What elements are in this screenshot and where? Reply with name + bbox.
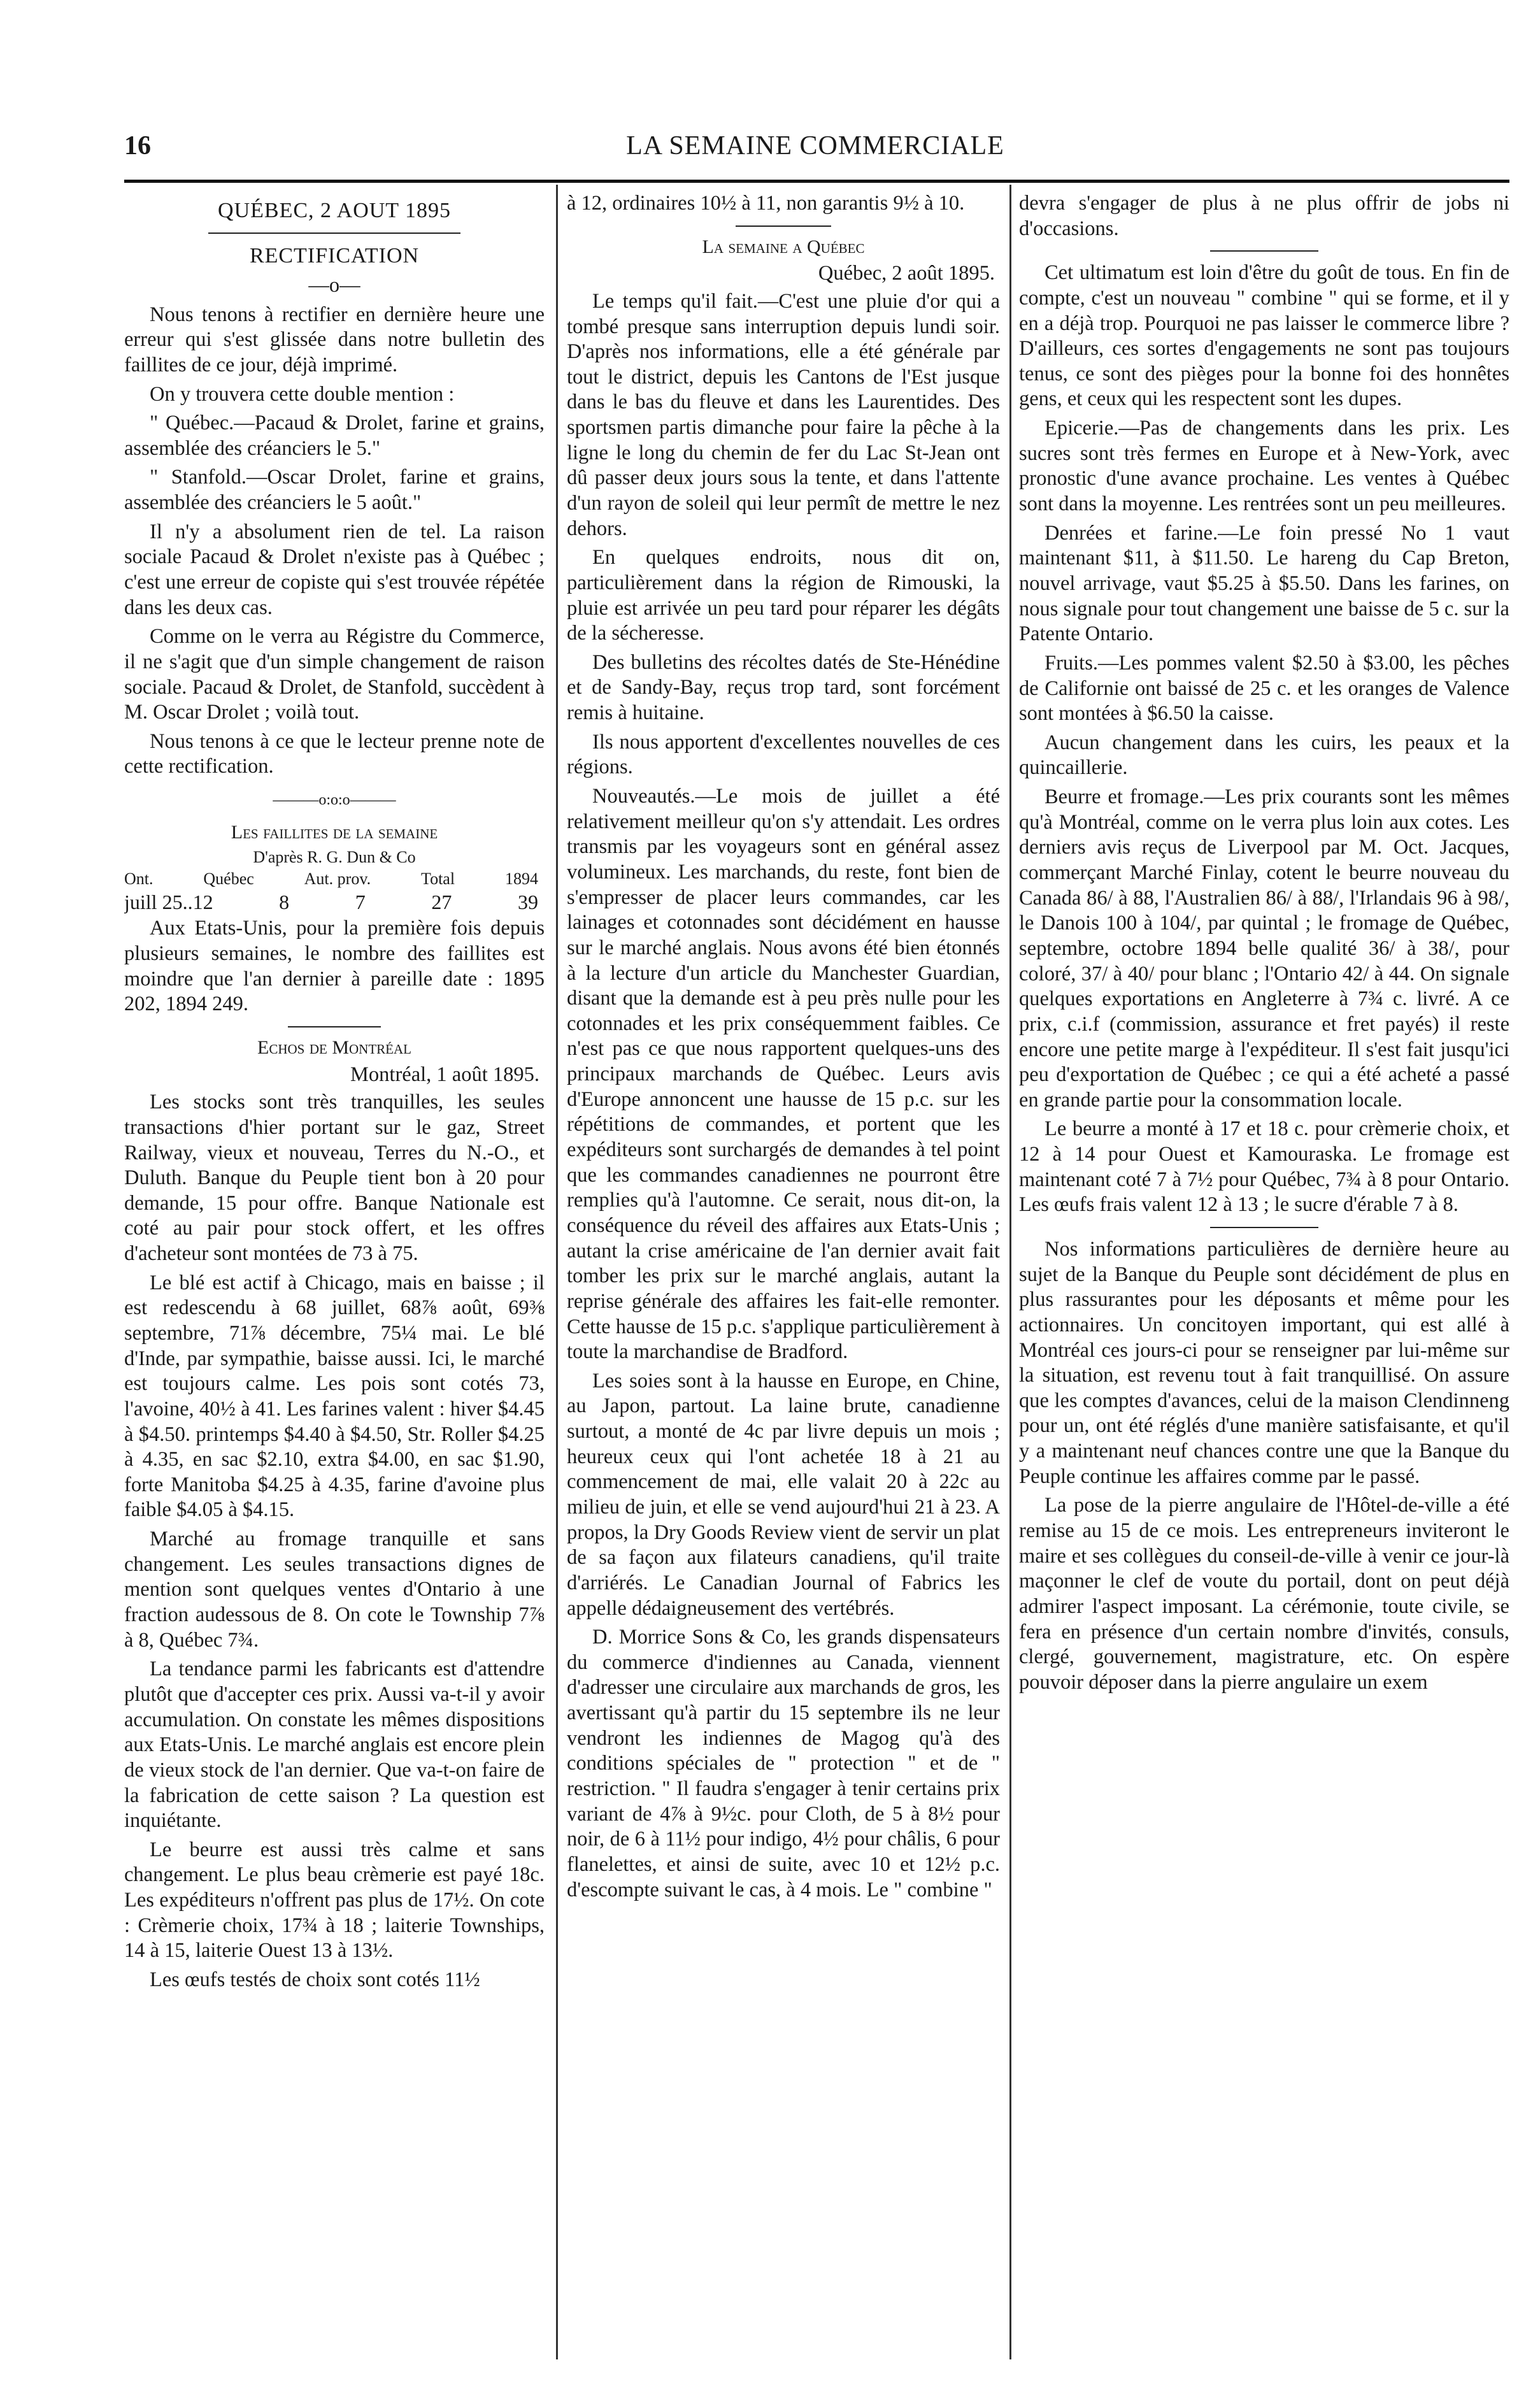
section-rule [1210, 250, 1318, 252]
section-heading: La semaine a Québec [702, 236, 865, 257]
paragraph: à 12, ordinaires 10½ à 11, non garantis 9½ à 10. [567, 192, 965, 215]
table-header-cell: Ont. [124, 869, 153, 888]
table-cell: 7 [355, 891, 366, 914]
paragraph: Les œufs testés de choix sont cotés 11½ [150, 1968, 480, 1992]
dateline: Québec, 2 août 1895. [818, 262, 995, 285]
running-header [124, 131, 1506, 169]
table-header-row [124, 869, 545, 889]
paragraph: Des bulletins des récoltes datés de Ste-Hénédine et de Sandy-Bay, reçus trop tard, sont forcément remis à huitaine. [567, 650, 1000, 725]
dateline: QUÉBEC, 2 AOUT 1895 [218, 199, 451, 222]
page-number: 16 [124, 131, 151, 161]
table-cell: 27 [431, 891, 452, 914]
paragraph: D. Morrice Sons & Co, les grands dispensateurs du commerce d'indiennes au Canada, viennent d'adresser une circulaire aux marchands de gros, les avertissant qu'à partir du 15 septembre ils ne leur vendront les indiennes de Magog qu'à des conditions spéciales de " protection " et de " restriction. " Il faudra s'engager à tenir certains prix variant de 4⅞ à 9½c. pour Cloth, de 5 à 8½ pour noir, de 6 à 11½ pour indigo, 4½ pour châlis, 6 pour flanelettes, et ainsi de suite, avec 10 et 12½ p.c. d'escompte suivant le cas, à 4 mois. Le " combine " [567, 1626, 1000, 1901]
paragraph: Beurre et fromage.—Les prix courants sont les mêmes qu'à Montréal, comme on le verra plus loin aux cotes. Les derniers avis reçus de Liverpool par M. Oct. Jacques, commerçant Marché Finlay, cotent le beurre nouveau du Canada 86/ à 88, l'Australien 86/ à 88/, l'Irlandais 96 à 98/, le Danois 100 à 104/, par quintal ; le fromage de Québec, septembre, octobre 1894 belle qualité 36/ à 38/, pour coloré, 37/ à 40/ pour blanc ; l'Ontario 42/ à 44. On signale quelques exportations en Angleterre à 7¾ c. livré. A ce prix, c.i.f (commission, assurance et fret payés) il reste encore une petite marge à l'expéditeur. Il s'est fait jusqu'ici peu d'exportation de Québec ; ce qui a été acheté a passé en grande partie pour la consommation locale. [1019, 785, 1509, 1112]
column-divider [1009, 185, 1011, 2359]
table-cell: 39 [518, 891, 538, 914]
table-header-cell: Total [421, 869, 455, 888]
section-rule [288, 1026, 380, 1027]
paragraph: Le blé est actif à Chicago, mais en baisse ; il est redescendu à 68 juillet, 68⅞ août, 69⅜ septembre, 71⅞ décembre, 75¼ mai. Le blé d'Inde, par sympathie, baisse aussi. Ici, le marché est toujours calme. Les pois sont cotés 73, l'avoine, 40½ à 41. Les farines valent : hiver $4.45 à $4.50. printemps $4.40 à $4.50, Str. Roller $4.25 à 4.35, en sac $2.10, extra $4.00, en sac $1.90, forte Manitoba $4.25 à 4.35, farine d'avoine plus faible $4.05 à $4.15. [124, 1271, 545, 1522]
paragraph: " Stanfold.—Oscar Drolet, farine et grains, assemblée des créanciers le 5 août." [124, 466, 545, 515]
paragraph: " Québec.—Pacaud & Drolet, farine et grains, assemblée des créanciers le 5." [124, 411, 545, 460]
table-cell: juill 25..12 [124, 891, 213, 914]
separator: —o— [308, 273, 360, 297]
paragraph: La pose de la pierre angulaire de l'Hôtel-de-ville a été remise au 15 de ce mois. Les entrepreneurs inviteront le maire et ses collègues du conseil-de-ville à venir ce jour-là maçonner le clef de voute du portail, dont on peut déjà admirer l'aspect imposant. La cérémonie, toute civile, se fera en présence d'un certain nombre d'invités, consuls, clergé, gouvernement, magistrature, etc. On espère pouvoir déposer dans la pierre angulaire un exem [1019, 1494, 1509, 1694]
column-2 [567, 191, 1000, 2354]
section-rule [736, 225, 831, 227]
column-1 [124, 191, 545, 2354]
section-heading: Echos de Montréal [257, 1037, 411, 1058]
paragraph: Fruits.—Les pommes valent $2.50 à $3.00, les pêches de Californie ont baissé de 25 c. et les oranges de Valence sont montées à $6.50 la caisse. [1019, 651, 1509, 726]
paragraph: Nous tenons à rectifier en dernière heure une erreur qui s'est glissée dans notre bulletin des faillites de ce jour, déjà imprimé. [124, 303, 545, 376]
paragraph: Nous tenons à ce que le lecteur prenne note de cette rectification. [124, 729, 545, 778]
paragraph: Les stocks sont très tranquilles, les seules transactions d'hier portant sur le gaz, Street Railway, vieux et nouveau, Terres du N.-O., et Duluth. Banque du Peuple tient bon à 20 pour demande, 15 pour offre. Banque Nationale est coté au pair pour stock offert, et les offres d'acheteur sont montées de 73 à 75. [124, 1091, 545, 1266]
paragraph: Le temps qu'il fait.—C'est une pluie d'or qui a tombé presque sans interruption depuis lundi soir. D'après nos informations, elle a été générale par tout le district, depuis les Cantons de l'Est jusque dans le bas du fleuve et dans les Laurentides. Des sportsmen partis dimanche pour faire la pêche à la ligne le long du chemin de fer du Lac St-Jean ont dû passer deux jours sous la tente, et dans l'attente d'un rayon de soleil qui leur permît de mettre le nez dehors. [567, 289, 1000, 540]
publication-title: LA SEMAINE COMMERCIALE [626, 131, 1004, 161]
paragraph: On y trouvera cette double mention : [150, 382, 455, 406]
dateline: Montréal, 1 août 1895. [350, 1063, 539, 1086]
table-header-cell: 1894 [504, 869, 538, 888]
table-header-cell: Québec [203, 869, 254, 888]
paragraph: Denrées et farine.—Le foin pressé No 1 vaut maintenant $11, à $11.50. Le hareng du Cap Breton, nouvel arrivage, vaut $5.25 à $5.50. Dans les farines, on nous signale pour tout changement une baisse de 5 c. sur la Patente Ontario. [1019, 521, 1509, 646]
header-rule [124, 180, 1509, 183]
paragraph: Les soies sont à la hausse en Europe, en Chine, au Japon, partout. La laine brute, canadienne surtout, a monté de 4c par livre depuis un mois ; heureux ceux qui l'ont achetée 18 à 21 au commencement de mai, elle valait 20 à 22c au milieu de juin, et elle se vend aujourd'hui 21 à 23. A propos, la Dry Goods Review vient de servir un plat de sa façon aux filateurs canadiens, qu'il traite d'arriérés. Le Canadian Journal of Fabrics les appelle dédaigneusement des vertébrés. [567, 1369, 1000, 1620]
table-row [124, 890, 545, 915]
paragraph: Ils nous apportent d'excellentes nouvelles de ces régions. [567, 730, 1000, 779]
section-heading: Les faillites de la semaine [231, 822, 438, 843]
paragraph: Aux Etats-Unis, pour la première fois depuis plusieurs semaines, le nombre des faillites est moindre que l'an dernier à pareille date : 1895 202, 1894 249. [124, 917, 545, 1016]
table-header-cell: Aut. prov. [304, 869, 371, 888]
paragraph: Il n'y a absolument rien de tel. La raison sociale Pacaud & Drolet n'existe pas à Québec ; c'est une erreur de copiste qui s'est trouvée répétée dans les deux cas. [124, 520, 545, 619]
section-rule [1210, 1227, 1318, 1228]
table-cell: 8 [279, 891, 290, 914]
paragraph: devra s'engager de plus à ne plus offrir de jobs ni d'occasions. [1019, 192, 1509, 240]
paragraph: Cet ultimatum est loin d'être du goût de tous. En fin de compte, c'est un nouveau " combine " qui se forme, et il y en a déjà trop. Pourquoi ne pas laisser le commerce libre ? D'ailleurs, ces sortes d'engagements ne sont pas toujours tenus, ce sont des pièges pour la bonne foi des honnêtes gens, et ceux qui les respectent sont les dupes. [1019, 261, 1509, 411]
section-rule [208, 233, 460, 234]
column-divider [556, 185, 558, 2359]
ornament-rule: ———o:o:o——— [273, 792, 396, 809]
section-heading: RECTIFICATION [249, 244, 420, 268]
paragraph: Aucun changement dans les cuirs, les peaux et la quincaillerie. [1019, 731, 1509, 780]
paragraph: Comme on le verra au Régistre du Commerce, il ne s'agit que d'un simple changement de raison sociale. Pacaud & Drolet, de Stanfold, succèdent à M. Oscar Drolet ; voilà tout. [124, 625, 545, 724]
paragraph: Nouveautés.—Le mois de juillet a été relativement meilleur qu'on s'y attendait. Les ordres transmis par les voyageurs sont en général assez volumineux. Les marchands, du reste, font bien de s'empresser de placer leurs commandes, car les lainages et cotonnades sont décidément en hausse sur le marché anglais. Nous avons été bien étonnés à la lecture d'un article du Manchester Guardian, disant que la demande est à peu près nulle pour les cotonnades et les prix conséquemment faibles. Ce n'est pas ce que nous rapportent quelques-uns des principaux marchands de Québec. Leurs avis d'Europe annoncent une hausse de 15 p.c. sur les répétitions de commandes, et portent que les expéditeurs sont surchargés de demandes à tel point que les commandes canadiennes ne pourront être remplies qu'à l'automne. Ce serait, nous dit-on, la conséquence du réveil des affaires aux Etats-Unis ; autant la crise américaine de l'an dernier avait fait tomber les prix sur le marché anglais, autant la reprise générale des affaires les fait-elle remonter. Cette hausse de 15 p.c. s'applique particulièrement à toute la marchandise de Bradford. [567, 785, 1000, 1364]
paragraph: Nos informations particulières de dernière heure au sujet de la Banque du Peuple sont décidément de plus en plus rassurantes pour les déposants et même pour les actionnaires. Un concitoyen important, qui est allé à Montréal ces jours-ci pour se renseigner par lui-même sur la situation, est revenu tout à fait tranquillisé. On assure que les comptes d'avances, celui de la maison Clendinneng pour un, ont été réglés d'une manière satisfaisante, et qu'il y a maintenant neuf chances contre une que la Banque du Peuple continue les affaires comme par le passé. [1019, 1237, 1509, 1488]
paragraph: En quelques endroits, nous dit on, particulièrement dans la région de Rimouski, la pluie est arrivée un peu tard pour réparer les dégâts de la sécheresse. [567, 546, 1000, 645]
source-line: D'après R. G. Dun & Co [253, 847, 416, 866]
paragraph: Le beurre a monté à 17 et 18 c. pour crèmerie choix, et 12 à 14 pour Ouest et Kamouraska. Le fromage est maintenant coté 7 à 7½ pour Québec, 7¾ à 8 pour Ontario. Les œufs frais valent 12 à 13 ; le sucre d'érable 7 à 8. [1019, 1117, 1509, 1217]
paragraph: La tendance parmi les fabricants est d'attendre plutôt que d'accepter ces prix. Aussi va-t-il y avoir accumulation. On constate les mêmes dispositions aux Etats-Unis. Le marché anglais est encore plein de vieux stock de l'an dernier. Que va-t-on faire de la fabrication de cette saison ? La question est inquiétante. [124, 1657, 545, 1833]
paragraph: Epicerie.—Pas de changements dans les prix. Les sucres sont très fermes en Europe et à New-York, avec pronostic d'une avance prochaine. Les ventes à Québec sont dans la moyenne. Les rentrées sont un peu meilleures. [1019, 417, 1509, 516]
paragraph: Le beurre est aussi très calme et sans changement. Le plus beau crèmerie est payé 18c. Les expéditeurs n'offrent pas plus de 17½. On cote : Crèmerie choix, 17¾ à 18 ; laiterie Townships, 14 à 15, laiterie Ouest 13 à 13½. [124, 1838, 545, 1963]
paragraph: Marché au fromage tranquille et sans changement. Les seules transactions dignes de mention sont quelques ventes d'Ontario à une fraction audessous de 8. On cote le Township 7⅞ à 8, Québec 7¾. [124, 1528, 545, 1652]
column-3 [1019, 191, 1509, 2354]
